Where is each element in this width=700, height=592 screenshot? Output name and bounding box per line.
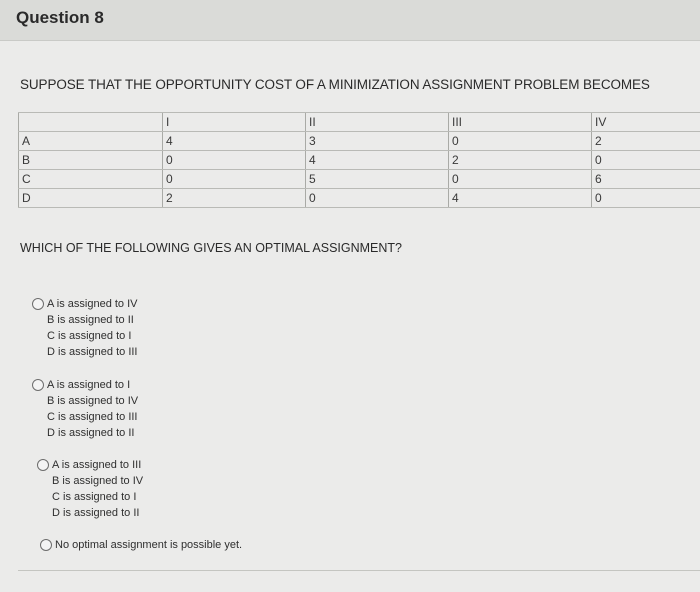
option-line: A is assigned to I (47, 379, 131, 391)
option-line: A is assigned to IV (47, 298, 138, 310)
question-prompt: SUPPOSE THAT THE OPPORTUNITY COST OF A MINIMIZATION ASSIGNMENT PROBLEM BECOMES (20, 77, 650, 92)
table-cell: 0 (449, 170, 592, 189)
table-header-cell: III (449, 113, 592, 132)
divider (18, 570, 700, 571)
answer-option-1[interactable] (32, 296, 138, 360)
table-header-cell: II (306, 113, 449, 132)
radio-button[interactable] (37, 459, 49, 471)
option-line: C is assigned to I (47, 330, 132, 342)
answer-option-4[interactable] (40, 537, 242, 553)
table-header-cell: I (163, 113, 306, 132)
option-line: B is assigned to IV (52, 475, 144, 487)
radio-button[interactable] (40, 539, 52, 551)
table-cell: 4 (163, 132, 306, 151)
table-cell: C (19, 170, 163, 189)
table-cell: 2 (449, 151, 592, 170)
radio-button[interactable] (32, 298, 44, 310)
table-cell: B (19, 151, 163, 170)
table-cell: 5 (306, 170, 449, 189)
option-line: A is assigned to III (52, 459, 142, 471)
table-cell: 2 (163, 189, 306, 208)
table-cell: 2 (592, 132, 700, 151)
question-subprompt: WHICH OF THE FOLLOWING GIVES AN OPTIMAL ASSIGNMENT? (20, 241, 403, 255)
question-header (0, 0, 700, 41)
option-line: No optimal assignment is possible yet. (55, 539, 243, 551)
table-cell: 4 (449, 189, 592, 208)
table-cell: 4 (306, 151, 449, 170)
table-cell: 0 (163, 170, 306, 189)
table-row (19, 189, 700, 208)
option-line: D is assigned to II (52, 507, 140, 519)
answer-option-3[interactable] (37, 457, 143, 521)
option-line: D is assigned to III (47, 346, 138, 358)
table-row (19, 151, 700, 170)
table-cell: 3 (306, 132, 449, 151)
table-cell: 0 (592, 151, 700, 170)
table-cell: A (19, 132, 163, 151)
table-header-row (19, 113, 700, 132)
radio-button[interactable] (32, 379, 44, 391)
table-row (19, 132, 700, 151)
opportunity-cost-table (18, 112, 700, 208)
option-line: C is assigned to III (47, 411, 138, 423)
option-line: D is assigned to II (47, 427, 135, 439)
table-header-cell: IV (592, 113, 700, 132)
table-cell: 0 (449, 132, 592, 151)
option-line: C is assigned to I (52, 491, 137, 503)
answer-option-2[interactable] (32, 377, 138, 441)
table-header-cell (19, 113, 163, 132)
table-cell: 0 (592, 189, 700, 208)
table-cell: D (19, 189, 163, 208)
option-line: B is assigned to IV (47, 395, 139, 407)
table-row (19, 170, 700, 189)
table-cell: 6 (592, 170, 700, 189)
question-title: Question 8 (16, 8, 104, 27)
table-cell: 0 (306, 189, 449, 208)
option-line: B is assigned to II (47, 314, 134, 326)
table-cell: 0 (163, 151, 306, 170)
